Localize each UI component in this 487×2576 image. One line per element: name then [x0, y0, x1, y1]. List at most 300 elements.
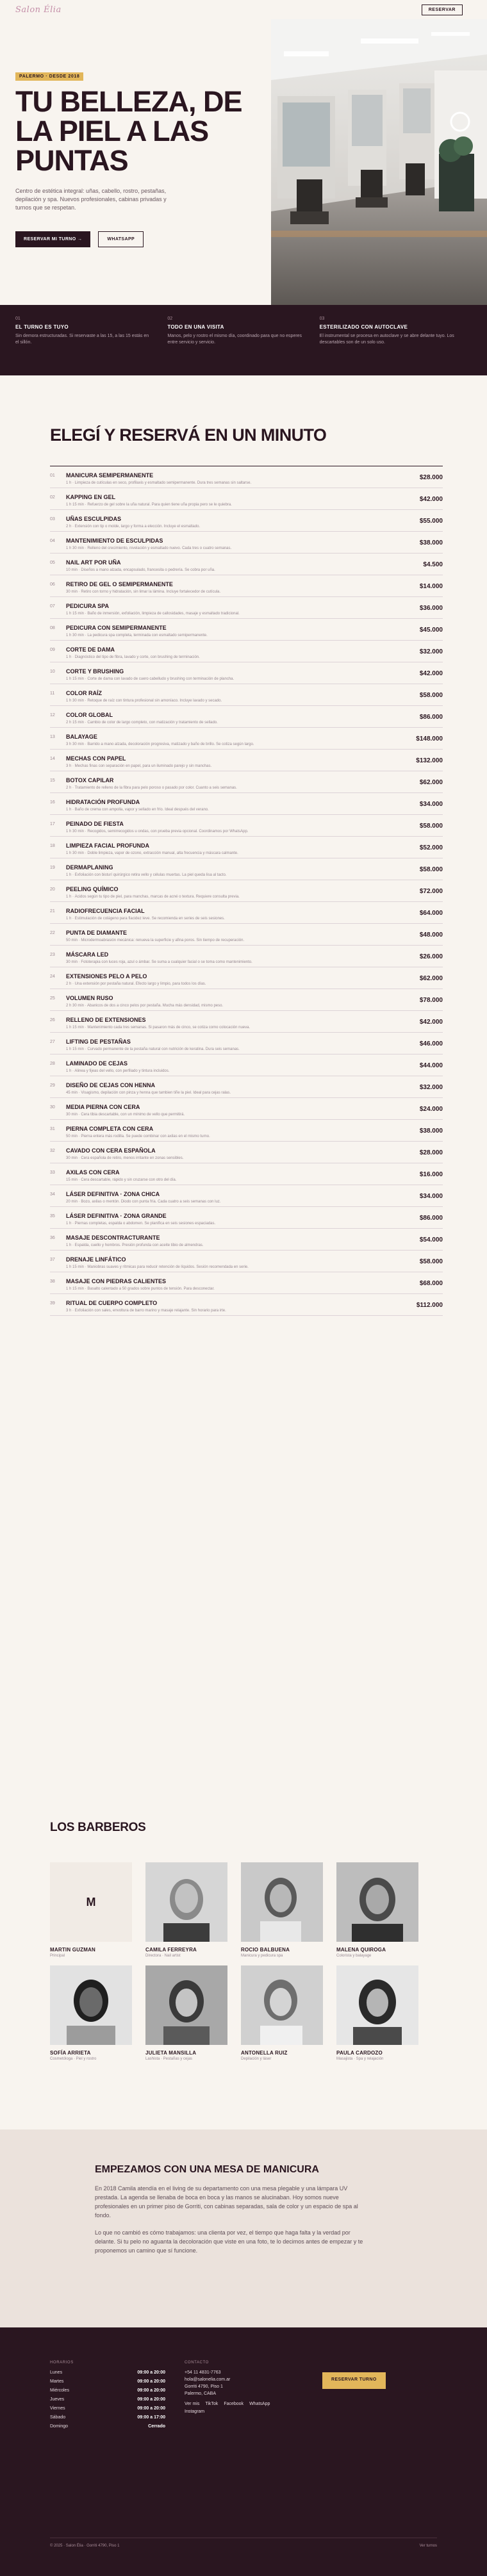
service-description: 1 h 15 min · Refuerzo de gel sobre la uña natural. Para quien tiene uña propia pero se le quiebra.	[66, 503, 232, 507]
hero-content	[0, 19, 271, 305]
service-name: PEDICURA SPA	[66, 603, 110, 609]
social-link[interactable]: Ver mis	[185, 2402, 200, 2406]
service-description: 1 h 15 min · Mantenimiento cada tres semanas. Si pasaron más de cinco, se cotiza como colocación nueva.	[66, 1026, 251, 1030]
service-description: 1 h · Espalda, cuello y hombros. Presión profunda con aceite tibio de almendras.	[66, 1243, 204, 1247]
portrait-illustration	[145, 1965, 227, 2045]
service-description: 15 min · Cera descartable, rápido y sin cruzarse con otro del día.	[66, 1178, 177, 1182]
service-row[interactable]	[50, 1076, 443, 1098]
service-name: LÁSER DEFINITIVA · ZONA CHICA	[66, 1191, 160, 1197]
service-description: 1 h 30 min · Doble limpieza, vapor de ozono, extracción manual, alta frecuencia y máscara calmante.	[66, 851, 238, 855]
service-row[interactable]	[50, 575, 443, 597]
service-row[interactable]	[50, 706, 443, 728]
barber-role: Depilación y láser	[241, 2057, 272, 2061]
service-name: RITUAL DE CUERPO COMPLETO	[66, 1300, 158, 1306]
service-number: 31	[50, 1127, 55, 1131]
service-row[interactable]	[50, 1294, 443, 1316]
service-number: 28	[50, 1062, 55, 1066]
service-name: LAMINADO DE CEJAS	[66, 1060, 128, 1067]
service-number: 18	[50, 844, 55, 848]
service-row[interactable]	[50, 771, 443, 793]
service-row[interactable]	[50, 1098, 443, 1120]
service-row[interactable]	[50, 554, 443, 575]
service-row[interactable]	[50, 1251, 443, 1272]
barber-photo	[145, 1965, 227, 2045]
service-row[interactable]	[50, 662, 443, 684]
service-description: 1 h 15 min · Basalto calentado a 50 grados sobre puntos de tensión. Para desconectar.	[66, 1287, 215, 1291]
service-price: $62.000	[419, 779, 443, 786]
service-number: 30	[50, 1105, 55, 1110]
barber-photo	[336, 1965, 418, 2045]
service-price: $55.000	[419, 518, 443, 525]
service-body	[66, 995, 420, 1008]
service-description: 1 h 30 min · La pedicura spa completa, terminada con esmaltado semipermanente.	[66, 634, 208, 637]
hours-day: Martes	[50, 2379, 64, 2384]
service-name: COLOR GLOBAL	[66, 712, 113, 718]
portrait-illustration	[336, 1965, 418, 2045]
service-row[interactable]	[50, 510, 443, 532]
barber-card[interactable]	[336, 1862, 418, 1959]
barber-name: ANTONELLA RUIZ	[241, 2050, 288, 2056]
service-description: 2 h · Extensión con tip o molde, largo y forma a elección. Incluye el esmaltado.	[66, 525, 201, 529]
hero-buttons	[15, 231, 256, 247]
service-description: 1 h · Limpieza de cutículas en seco, profilaxis y esmaltado semipermanente. Dura tres semanas sin saltarse.	[66, 481, 252, 485]
service-number: 14	[50, 757, 55, 761]
service-description: 45 min · Visagismo, depilación con pinza y henna que tambien tiñe la piel. Ideal para cejas ralas.	[66, 1091, 231, 1095]
barbers-section	[0, 1821, 487, 2129]
hours-day: Sábado	[50, 2415, 66, 2420]
service-number: 12	[50, 713, 55, 718]
service-name: MEDIA PIERNA CON CERA	[66, 1104, 140, 1110]
service-price: $52.000	[419, 844, 443, 851]
service-description: 1 h 30 min · Recogidos, semirrecogidos u ondas, con prueba previa opcional. Coordinamos por WhatsApp.	[66, 830, 249, 833]
service-number: 35	[50, 1214, 55, 1218]
service-name: LÁSER DEFINITIVA · ZONA GRANDE	[66, 1213, 167, 1219]
salon-interior-illustration	[271, 19, 487, 305]
service-description: 30 min · Retiro con torno y hidratación, sin limar la lámina. Incluye fortalecedor de cutícula.	[66, 590, 221, 594]
hero-title: TU BELLEZA, DE LA PIEL A LAS PUNTAS	[15, 85, 242, 177]
service-name: PEELING QUÍMICO	[66, 886, 119, 892]
barber-card[interactable]	[241, 1965, 323, 2062]
service-body	[66, 559, 423, 573]
service-row[interactable]	[50, 902, 443, 924]
service-number: 09	[50, 648, 55, 652]
service-description: 30 min · Cera tibia descartable, con un mínimo de vello que permitirá.	[66, 1113, 185, 1117]
barber-role: Principal	[50, 1954, 65, 1958]
top-bar	[0, 0, 487, 19]
service-price: $86.000	[419, 1215, 443, 1222]
service-number: 16	[50, 800, 55, 805]
service-body	[66, 1038, 420, 1052]
service-body	[66, 581, 420, 595]
service-number: 06	[50, 582, 55, 587]
hours-column	[50, 2361, 185, 2433]
service-number: 02	[50, 495, 55, 500]
service-description: 2 h · Una extensión por pestaña natural. Efecto largo y limpio, para todos los días.	[66, 982, 206, 986]
service-number: 11	[50, 691, 55, 696]
service-number: 03	[50, 517, 55, 521]
service-row[interactable]	[50, 967, 443, 989]
service-number: 32	[50, 1149, 55, 1153]
service-price: $24.000	[419, 1106, 443, 1113]
service-body	[66, 1104, 420, 1117]
service-body	[66, 690, 420, 703]
social-link[interactable]: Instagram	[185, 2409, 205, 2414]
features-band	[0, 305, 487, 375]
feature-title: TODO EN UNA VISITA	[167, 324, 224, 330]
service-name: DERMAPLANING	[66, 864, 113, 871]
service-description: 30 min · Cera española de retiro, menos irritante en zonas sensibles.	[66, 1156, 184, 1160]
service-description: 1 h 30 min · Relleno del crecimiento, nivelación y esmaltado nuevo. Cada tres o cuatro semanas.	[66, 546, 232, 550]
hours-list	[50, 2370, 185, 2433]
phone-link[interactable]: +54 11 4831-7763	[185, 2370, 221, 2375]
hours-time: 09:00 a 17:00	[137, 2415, 165, 2420]
service-name: DISEÑO DE CEJAS CON HENNA	[66, 1082, 156, 1088]
service-name: NAIL ART POR UÑA	[66, 559, 121, 566]
service-body	[66, 1278, 420, 1292]
service-number: 36	[50, 1236, 55, 1240]
barber-name: CAMILA FERREYRA	[145, 1947, 197, 1953]
hours-row	[50, 2415, 165, 2424]
footer-cta	[322, 2361, 386, 2433]
service-price: $58.000	[419, 823, 443, 830]
service-price: $58.000	[419, 866, 443, 873]
service-description: 1 h 15 min · Curvado permanente de la pestaña natural con nutrición de keratina. Dura seis semanas.	[66, 1047, 240, 1051]
social-links	[185, 2402, 322, 2406]
hours-day: Jueves	[50, 2397, 65, 2402]
service-body	[66, 777, 420, 791]
story-title: EMPEZAMOS CON UNA MESA DE MANICURA	[95, 2164, 319, 2175]
service-number: 05	[50, 561, 55, 565]
service-name: RELLENO DE EXTENSIONES	[66, 1017, 146, 1023]
service-price: $148.000	[416, 735, 443, 742]
reserve-turn-footer-button[interactable]: RESERVAR TURNO	[322, 2372, 386, 2389]
service-name: VOLUMEN RUSO	[66, 995, 113, 1001]
service-number: 20	[50, 887, 55, 892]
service-number: 10	[50, 669, 55, 674]
service-description: 30 min · Fototerapia con luces roja, azul o ámbar. Se suma a cualquier facial o se toma como mantenimiento.	[66, 960, 252, 964]
service-number: 04	[50, 539, 55, 543]
barber-name: JULIETA MANSILLA	[145, 2050, 197, 2056]
reserve-top-button[interactable]: RESERVAR	[422, 4, 463, 15]
service-row[interactable]	[50, 488, 443, 510]
hero-text: Centro de estética integral: uñas, cabello, rostro, pestañas, depilación y spa. Nuevos profesionales, cabinas privadas y turnos que se respetan.	[15, 188, 167, 211]
service-price: $38.000	[419, 1128, 443, 1135]
barbers-title: LOS BARBEROS	[50, 1821, 146, 1834]
social-link[interactable]: Facebook	[224, 2402, 244, 2406]
barber-name: PAULA CARDOZO	[336, 2050, 383, 2056]
feature-title: EL TURNO ES TUYO	[15, 324, 69, 330]
hours-row	[50, 2406, 165, 2415]
hours-time: 09:00 a 20:00	[137, 2370, 165, 2375]
service-body	[66, 646, 420, 660]
portrait-illustration	[241, 1862, 323, 1942]
feature-text: El instrumental se procesa en autoclave y se abre delante tuyo. Los descartables son de un solo uso.	[319, 334, 454, 345]
service-name: CAVADO CON CERA ESPAÑOLA	[66, 1147, 156, 1154]
service-number: 15	[50, 778, 55, 783]
contact-column	[185, 2361, 322, 2433]
service-row[interactable]	[50, 989, 443, 1011]
service-name: LIMPIEZA FACIAL PROFUNDA	[66, 842, 149, 849]
service-name: LIFTING DE PESTAÑAS	[66, 1038, 131, 1045]
service-price: $26.000	[419, 953, 443, 960]
service-body	[66, 1169, 420, 1183]
service-number: 01	[50, 473, 55, 478]
service-row[interactable]	[50, 1142, 443, 1163]
service-price: $42.000	[419, 670, 443, 677]
service-row[interactable]	[50, 597, 443, 619]
service-number: 19	[50, 866, 55, 870]
service-name: RADIOFRECUENCIA FACIAL	[66, 908, 145, 914]
service-row[interactable]	[50, 619, 443, 641]
service-description: 2 h 30 min · Abanicos de dos a cinco pelos por pestaña. Mucha más densidad, mismo peso.	[66, 1004, 224, 1008]
service-body	[66, 1300, 417, 1313]
barber-photo	[145, 1862, 227, 1942]
service-row[interactable]	[50, 728, 443, 750]
feature-number: 02	[167, 316, 173, 321]
service-body	[66, 1147, 420, 1161]
service-number: 38	[50, 1279, 55, 1284]
service-body	[66, 1017, 420, 1030]
service-row[interactable]	[50, 837, 443, 858]
service-body	[66, 821, 420, 834]
barber-card[interactable]	[145, 1965, 227, 2062]
service-description: 1 h · Estimulación de colágeno para flacidez leve. Se recomienda en series de seis sesiones.	[66, 917, 225, 921]
barber-role: Directora · Nail artist	[145, 1954, 181, 1958]
service-body	[66, 930, 420, 943]
service-description: 3 h · Exfoliación con sales, envoltura de barro marino y masaje relajante. Sin horario para irte.	[66, 1309, 226, 1313]
feature-item	[167, 316, 319, 375]
feature-number: 03	[319, 316, 325, 321]
service-number: 08	[50, 626, 55, 630]
barber-name: MALENA QUIROGA	[336, 1947, 386, 1953]
service-price: $32.000	[419, 648, 443, 655]
hours-time: 09:00 a 20:00	[137, 2397, 165, 2402]
hours-row	[50, 2379, 165, 2388]
barber-name: SOFÍA ARRIETA	[50, 2050, 91, 2056]
service-name: PEDICURA CON SEMIPERMANENTE	[66, 625, 167, 631]
salon-interior-photo	[271, 19, 487, 305]
service-description: 2 h 15 min · Cambio de color de largo completo, con matización y tratamiento de sellado.	[66, 721, 218, 725]
portrait-illustration	[336, 1862, 418, 1942]
service-row[interactable]	[50, 858, 443, 880]
service-number: 24	[50, 974, 55, 979]
barber-card[interactable]	[145, 1862, 227, 1959]
service-row[interactable]	[50, 1207, 443, 1229]
service-row[interactable]	[50, 1120, 443, 1142]
whatsapp-button[interactable]: WHATSAPP	[98, 231, 144, 247]
service-description: 3 h · Mechas finas con separación en papel, para un iluminado parejo y sin manchas.	[66, 764, 212, 768]
service-name: UÑAS ESCULPIDAS	[66, 516, 122, 522]
service-number: 22	[50, 931, 55, 935]
service-body	[66, 494, 420, 507]
service-price: $64.000	[419, 910, 443, 917]
barber-role: Cosmetóloga · Piel y rostro	[50, 2057, 97, 2061]
service-number: 25	[50, 996, 55, 1001]
feature-text: Manos, pelo y rostro el mismo día, coordinado para que no esperes entre servicio y servicio.	[167, 334, 302, 345]
service-price: $42.000	[419, 496, 443, 503]
barber-photo	[241, 1965, 323, 2045]
service-body	[66, 734, 416, 747]
service-name: EXTENSIONES PELO A PELO	[66, 973, 147, 980]
hours-day: Lunes	[50, 2370, 63, 2375]
service-description: 1 h 30 min · Retoque de raíz con tintura profesional sin amoníaco. Incluye lavado y secado.	[66, 699, 222, 703]
service-body	[66, 1213, 420, 1226]
barber-card[interactable]	[336, 1965, 418, 2062]
service-number: 26	[50, 1018, 55, 1022]
portrait-illustration	[50, 1965, 132, 2045]
service-row[interactable]	[50, 1229, 443, 1251]
service-price: $34.000	[419, 1193, 443, 1200]
service-price: $14.000	[419, 583, 443, 590]
barber-initial: M	[50, 1862, 132, 1942]
feature-text: Sin demora estructuradas. Si reservaste a las 15, a las 15 estás en el sillón.	[15, 334, 149, 345]
service-row[interactable]	[50, 1054, 443, 1076]
service-row[interactable]	[50, 1185, 443, 1207]
portrait-illustration	[241, 1965, 323, 2045]
hours-day: Miércoles	[50, 2388, 69, 2393]
service-name: MANICURA SEMIPERMANENTE	[66, 472, 154, 479]
service-number: 13	[50, 735, 55, 739]
hours-row	[50, 2388, 165, 2397]
service-name: MASAJE DESCONTRACTURANTE	[66, 1235, 160, 1241]
service-price: $68.000	[419, 1280, 443, 1287]
footer-link[interactable]: Ver turnos	[419, 2544, 437, 2548]
barber-photo	[50, 1862, 132, 1942]
story-paragraph: En 2018 Camila atendía en el living de su departamento con una mesa plegable y una lámpara UV prestada. La agenda se llenaba de boca en boca y las manos se alucinaban. Hoy somos nueve profesionales en un primer piso de Gorriti, con cabinas separadas, sala de color y un espacio de spa al fondo.	[95, 2185, 358, 2219]
service-name: PEINADO DE FIESTA	[66, 821, 124, 827]
service-list	[50, 466, 443, 1316]
service-price: $45.000	[419, 627, 443, 634]
services-title: ELEGÍ Y RESERVÁ EN UN MINUTO	[50, 425, 327, 445]
barber-photo	[50, 1965, 132, 2045]
service-row[interactable]	[50, 1033, 443, 1054]
service-body	[66, 472, 420, 486]
service-price: $38.000	[419, 539, 443, 546]
service-price: $4.500	[423, 561, 443, 568]
portrait-illustration	[145, 1862, 227, 1942]
service-row[interactable]	[50, 1163, 443, 1185]
logo[interactable]: Salon Élia	[15, 4, 62, 15]
service-description: 3 h 30 min · Barrido a mano alzada, decoloración progresiva, matizado y baño de brillo. Se cotiza según largo.	[66, 742, 254, 746]
copyright: © 2025 · Salon Élia · Gorriti 4790, Piso 1	[50, 2544, 120, 2548]
service-description: 1 h · Baño de crema con ampolla, vapor y sellado en frío. Ideal después del verano.	[66, 808, 209, 812]
hours-heading: HORARIOS	[50, 2361, 74, 2365]
barber-role: Colorista y balayage	[336, 1954, 372, 1958]
service-number: 27	[50, 1040, 55, 1044]
social-link[interactable]: WhatsApp	[249, 2402, 270, 2406]
service-name: HIDRATACIÓN PROFUNDA	[66, 799, 140, 805]
service-row[interactable]	[50, 946, 443, 967]
service-price: $86.000	[419, 714, 443, 721]
service-price: $16.000	[419, 1171, 443, 1178]
service-name: COLOR RAÍZ	[66, 690, 102, 696]
service-price: $54.000	[419, 1236, 443, 1243]
service-description: 1 h · Diagnóstico del tipo de fibra, lavado y corte, con brushing de terminación.	[66, 655, 200, 659]
service-number: 34	[50, 1192, 55, 1197]
barber-card[interactable]	[50, 1862, 132, 1959]
service-price: $48.000	[419, 931, 443, 939]
service-number: 17	[50, 822, 55, 826]
hours-time: 09:00 a 20:00	[137, 2388, 165, 2393]
service-body	[66, 1235, 420, 1248]
barber-card[interactable]	[50, 1965, 132, 2062]
service-price: $28.000	[419, 474, 443, 481]
hours-time: Cerrado	[148, 2424, 165, 2429]
barber-role: Manicura y pedicura spa	[241, 1954, 283, 1958]
service-name: BALAYAGE	[66, 734, 97, 740]
service-description: 50 min · Pierna entera más rodilla. Se puede combinar con axilas en el mismo turno.	[66, 1135, 210, 1138]
service-name: MECHAS CON PAPEL	[66, 755, 126, 762]
service-description: 1 h 15 min · Baño de inmersión, exfoliación, limpieza de callosidades, masaje y esmaltado tradicional.	[66, 612, 240, 616]
service-number: 33	[50, 1170, 55, 1175]
service-body	[66, 537, 420, 551]
barber-role: Lashista · Pestañas y cejas	[145, 2057, 193, 2061]
service-name: CORTE Y BRUSHING	[66, 668, 124, 675]
service-body	[66, 1126, 420, 1139]
service-row[interactable]	[50, 532, 443, 554]
service-body	[66, 864, 420, 878]
story-paragraph: Lo que no cambió es cómo trabajamos: una clienta por vez, el tiempo que haga falta y la verdad por delante. Si tu pelo no aguanta la decoloración que viste en una foto, te lo decimos antes de empezar y te proponemos un camino que sí funcione.	[95, 2229, 363, 2254]
service-body	[66, 1191, 420, 1204]
service-body	[66, 603, 420, 616]
service-name: AXILAS CON CERA	[66, 1169, 120, 1176]
service-row[interactable]	[50, 793, 443, 815]
service-row[interactable]	[50, 924, 443, 946]
service-body	[66, 1256, 420, 1270]
service-description: 1 h · Exfoliación con bisturí quirúrgico retira vello y células muertas. La piel queda lisa al tacto.	[66, 873, 227, 877]
feature-item	[15, 316, 167, 375]
service-row[interactable]	[50, 466, 443, 488]
service-number: 39	[50, 1301, 55, 1306]
hours-day: Domingo	[50, 2424, 69, 2429]
service-body	[66, 712, 420, 725]
service-row[interactable]	[50, 880, 443, 902]
service-row[interactable]	[50, 684, 443, 706]
service-price: $28.000	[419, 1149, 443, 1156]
service-description: 2 h · Tratamiento de relleno de la fibra para pelo poroso o pasado por color. Cuanto a seis semanas.	[66, 786, 237, 790]
service-price: $36.000	[419, 605, 443, 612]
service-name: DRENAJE LINFÁTICO	[66, 1256, 126, 1263]
hours-row	[50, 2370, 165, 2379]
reserve-turn-button[interactable]: RESERVAR MI TURNO →	[15, 231, 90, 247]
service-body	[66, 799, 420, 812]
hero-section	[0, 19, 487, 305]
service-row[interactable]	[50, 1011, 443, 1033]
service-row[interactable]	[50, 750, 443, 771]
barber-photo	[241, 1862, 323, 1942]
service-price: $112.000	[416, 1302, 443, 1309]
service-price: $34.000	[419, 801, 443, 808]
email-link[interactable]: hola@salonelia.com.ar	[185, 2377, 231, 2382]
footer	[0, 2327, 487, 2576]
service-description: 1 h 15 min · Corte de dama con lavado de cuero cabelludo y brushing con terminación de plancha.	[66, 677, 235, 681]
service-row[interactable]	[50, 815, 443, 837]
service-price: $42.000	[419, 1019, 443, 1026]
service-price: $46.000	[419, 1040, 443, 1047]
service-price: $78.000	[419, 997, 443, 1004]
social-link[interactable]: TikTok	[205, 2402, 219, 2406]
service-body	[66, 973, 420, 987]
service-price: $32.000	[419, 1084, 443, 1091]
service-description: 1 h · Ácidos según tu tipo de piel, para manchas, marcas de acné o textura. Requiere consulta previa.	[66, 895, 240, 899]
service-name: PUNTA DE DIAMANTE	[66, 930, 127, 936]
service-name: MÁSCARA LED	[66, 951, 109, 958]
barber-card[interactable]	[241, 1862, 323, 1959]
barber-name: MARTIN GUZMAN	[50, 1947, 96, 1953]
service-row[interactable]	[50, 1272, 443, 1294]
service-description: 20 min · Bozo, axilas o mentón. Diodo con punta fría. Cada cuatro a seis semanas con luz.	[66, 1200, 221, 1204]
service-row[interactable]	[50, 641, 443, 662]
